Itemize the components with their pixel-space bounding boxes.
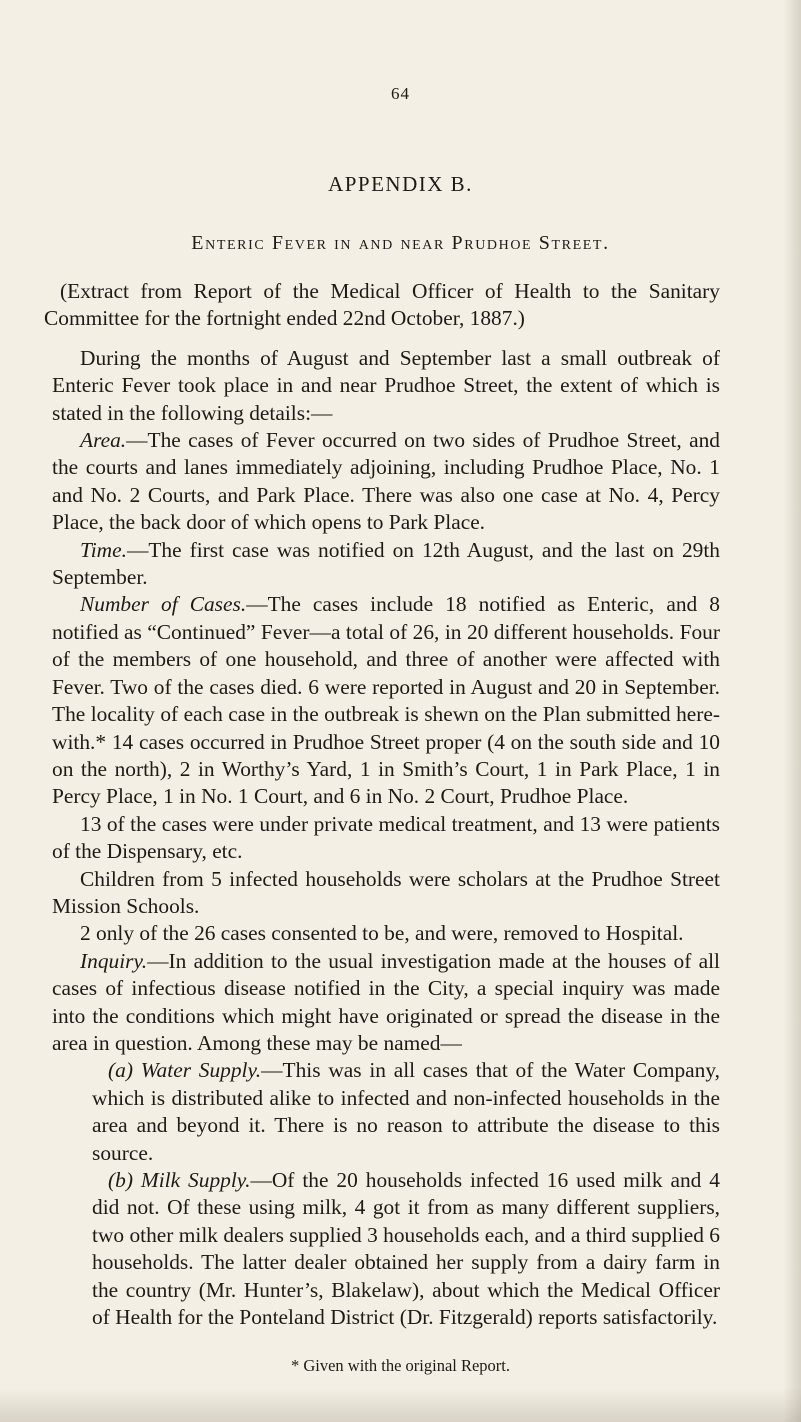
milk-marker: (b) — [108, 1168, 133, 1192]
footnote: * Given with the original Report. — [290, 1356, 511, 1375]
water-text: —This was in all cases that of the Water Company, which is distributed alike to infected and non-infected households in the area and beyond it. There is no reason to attribute the disease to this source. — [92, 1058, 720, 1165]
page-bottom-shadow — [0, 1388, 801, 1422]
section-subheading: Enteric Fever in and near Prudhoe Street. — [191, 232, 610, 254]
page-number: 64 — [391, 84, 410, 103]
water-supply-paragraph — [52, 1057, 720, 1167]
time-label: Time. — [80, 537, 127, 562]
body-text — [44, 278, 720, 1331]
inquiry-paragraph — [52, 948, 720, 1058]
inquiry-text: —In addition to the usual investigation made at the houses of all cases of infectious disease notified in the City, a special inquiry was made into the conditions which might have originated or spread the disease in the area in question. Among these may be named— — [52, 948, 720, 1055]
time-text: —The first case was notified on 12th August, and the last on 29th September. — [52, 537, 720, 590]
page-edge-shadow — [783, 0, 801, 1422]
area-paragraph — [52, 427, 720, 537]
children-paragraph: Children from 5 infected households were scholars at the Prudhoe Street Mission Schools. — [52, 866, 720, 918]
water-marker: (a) — [108, 1058, 133, 1083]
inquiry-label: Inquiry. — [80, 948, 148, 973]
milk-label: Milk Supply. — [140, 1168, 251, 1192]
intro-paragraph: During the months of August and September last a small outbreak of Enteric Fever took place in and near Prudhoe Street, the extent of which is stated in the following details:— — [52, 345, 720, 425]
number-paragraph — [52, 591, 720, 810]
extract-note: (Extract from Report of the Medical Officer of Health to the Sanitary Committee for the fortnight ended 22nd October, 1887.) — [44, 279, 720, 331]
area-text: —The cases of Fever occurred on two sides of Prudhoe Street, and the courts and lanes immediately adjoining, including Prudhoe Place, No. 1 and No. 2 Courts, and Park Place. There was also one case at No. 4, Percy Place, the back door of which opens to Park Place. — [52, 428, 720, 535]
milk-supply-paragraph — [52, 1167, 720, 1331]
appendix-heading: APPENDIX B. — [328, 172, 473, 196]
hospital-paragraph: 2 only of the 26 cases consented to be, and were, removed to Hospital. — [80, 921, 684, 946]
time-paragraph — [52, 537, 720, 592]
water-label: Water Supply. — [140, 1058, 262, 1083]
area-label: Area. — [80, 428, 127, 453]
treatment-paragraph: 13 of the cases were under private medical treatment, and 13 were patients of the Dispensary, etc. — [52, 811, 720, 864]
number-label: Number of Cases. — [80, 592, 247, 617]
number-text: —The cases include 18 notified as Enteric, and 8 notified as “Continued” Fever—a total of 26, in 20 different households. Four of the members of one household, and three of another were affected with Fever. Two of the cases died. 6 were reported in August and 20 in September. The locality of each case in the outbreak is shewn on the Plan submitted here-with.* 14 cases occurred in Prudhoe Street proper (4 on the south side and 10 on the north), 2 in Worthy’s Yard, 1 in Smith’s Court, 1 in Park Place, 1 in Percy Place, 1 in No. 1 Court, and 6 in No. 2 Court, Prudhoe Place. — [52, 592, 720, 809]
milk-text: —Of the 20 households infected 16 used milk and 4 did not. Of these using milk, 4 got it from as many different suppliers, two other milk dealers supplied 3 households each, and a third supplied 6 households. The latter dealer obtained her supply from a dairy farm in the country (Mr. Hunter’s, Blakelaw), about which the Medical Officer of Health for the Ponteland District (Dr. Fitzgerald) reports satisfactorily. — [92, 1168, 720, 1330]
